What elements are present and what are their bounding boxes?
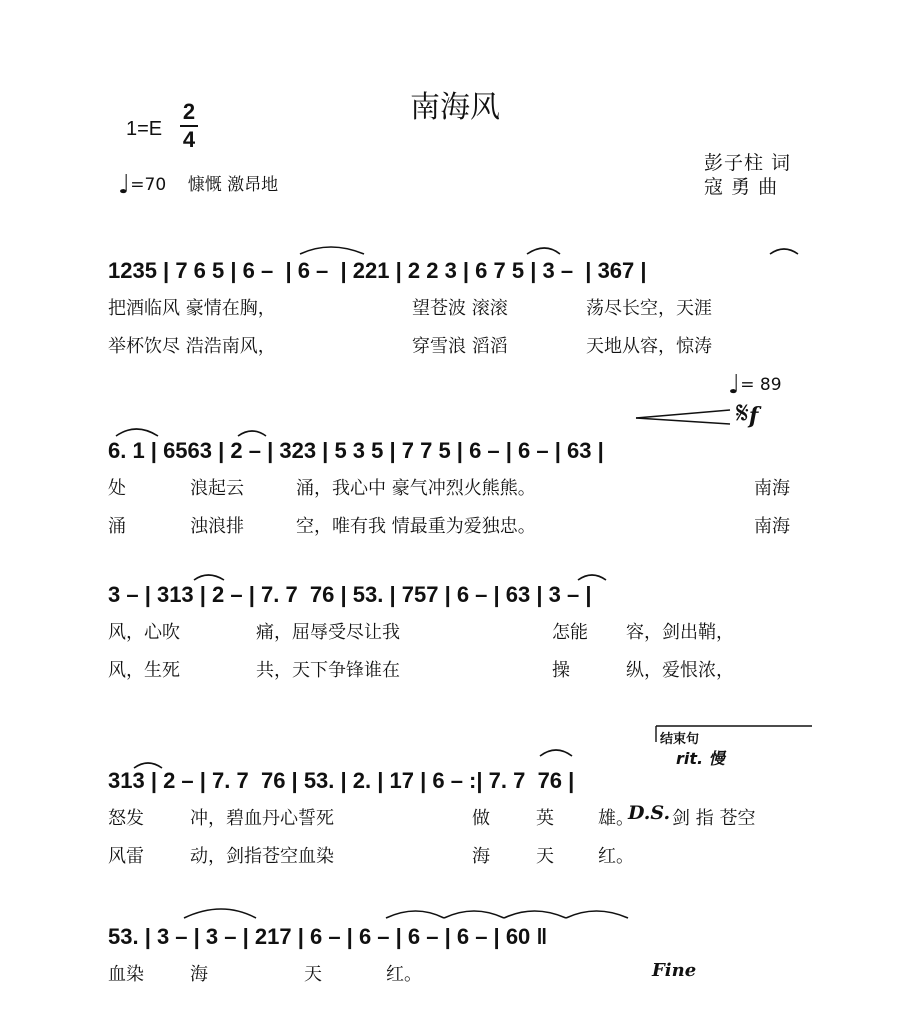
slur xyxy=(540,750,572,756)
row-1-verse-2-b: 穿雪浪 滔滔 xyxy=(412,336,508,357)
slur xyxy=(238,431,266,436)
composer-credit: 寇 勇 曲 xyxy=(704,176,779,198)
slur xyxy=(578,575,606,580)
row-3-verse-1-c: 怎能 xyxy=(552,622,588,643)
row-3-verse-1-b: 痛，屈辱受尽让我 xyxy=(256,622,400,643)
fine-marking: Fine xyxy=(652,960,697,981)
key-signature: 1=E xyxy=(126,118,163,140)
decrescendo-hairpin xyxy=(636,410,730,418)
slur xyxy=(194,575,224,580)
row-5-notes: 53. | 3 – | 3 – | 217 | 6 – | 6 – | 6 – | 6 – | 60 ‖ xyxy=(108,924,548,949)
dynamic-forte: f xyxy=(748,403,759,429)
row-4-verse-2-b: 动，剑指苍空血染 xyxy=(190,846,334,867)
row-4-verse-2-c: 海 xyxy=(472,846,490,867)
tempo-bpm-2: = 89 xyxy=(740,375,782,395)
row-4-verse-1-a: 怒发 xyxy=(108,808,144,829)
slur xyxy=(300,247,364,254)
time-sig-top: 2 xyxy=(182,99,196,124)
row-3-verse-1-d: 容，剑出鞘， xyxy=(626,622,734,643)
row-3-verse-2-b: 共，天下争锋谁在 xyxy=(256,660,400,681)
row-2-notes: 6. 1 | 6563 | 2 – | 323 | 5 3 5 | 7 7 5 | 6 – | 6 – | 63 | xyxy=(108,438,604,463)
row-4-verse-2-a: 风雷 xyxy=(108,846,144,867)
row-4-verse-2-e: 红。 xyxy=(598,846,634,867)
row-3-notes: 3 – | 313 | 2 – | 7. 7 76 | 53. | 757 | 6 – | 63 | 3 – | xyxy=(108,582,592,607)
row-2-verse-2-d: 南海 xyxy=(754,516,790,537)
row-4-verse-2-d: 天 xyxy=(536,846,554,867)
row-2-verse-1-c: 涌，我心中 豪气冲烈火熊熊。 xyxy=(296,478,536,499)
row-4-verse-1-c: 做 xyxy=(472,808,490,829)
row-1-verse-1-a: 把酒临风 豪情在胸， xyxy=(108,298,276,319)
row-1-notes: 1235 | 7 6 5 | 6 – | 6 – | 221 | 2 2 3 | 6 7 5 | 3 – | 367 | xyxy=(108,258,647,283)
row-5-lyric-b: 海 xyxy=(190,964,208,985)
time-sig-bottom: 4 xyxy=(182,127,196,152)
row-2-verse-2-a: 涌 xyxy=(108,516,126,537)
row-2-verse-1-a: 处 xyxy=(108,478,126,499)
page-title: 南海风 xyxy=(410,90,500,125)
quarter-note-icon: ♩ xyxy=(728,370,741,400)
row-2-verse-2-b: 浊浪排 xyxy=(190,516,244,537)
row-1-verse-1-b: 望苍波 滚滚 xyxy=(412,298,508,319)
row-3-verse-2-c: 操 xyxy=(552,660,570,681)
slur xyxy=(386,911,444,918)
slur xyxy=(134,763,162,768)
row-4-verse-1-f: 剑 指 苍空 xyxy=(672,808,756,829)
row-5-lyric-c: 天 xyxy=(304,964,322,985)
slur xyxy=(184,909,256,918)
row-3-verse-2-d: 纵，爱恨浓， xyxy=(626,660,734,681)
rit-marking: rit. 慢 xyxy=(676,749,725,768)
row-1-verse-2-c: 天地从容，惊涛 xyxy=(586,336,712,357)
row-2-verse-1-d: 南海 xyxy=(754,478,790,499)
row-3-verse-2-a: 风，生死 xyxy=(108,660,180,681)
decrescendo-hairpin xyxy=(636,418,730,424)
slur xyxy=(444,911,504,918)
row-2-verse-2-c: 空，唯有我 情最重为爱独忠。 xyxy=(296,516,536,537)
row-4-verse-1-d: 英 xyxy=(536,808,554,829)
row-5-lyric-a: 血染 xyxy=(108,964,144,985)
row-4-verse-1-b: 冲，碧血丹心誓死 xyxy=(190,808,334,829)
ending-label: 结束句 xyxy=(660,732,700,747)
slur xyxy=(116,429,158,436)
expression-text: 慷慨 激昂地 xyxy=(187,175,279,195)
segno-icon: 𝄋 xyxy=(736,396,749,431)
row-1-verse-2-a: 举杯饮尽 浩浩南风， xyxy=(108,336,276,357)
row-5-lyric-d: 红。 xyxy=(386,964,422,985)
slur xyxy=(504,911,566,918)
row-4-verse-1-e: 雄。 xyxy=(598,808,634,829)
quarter-note-icon: ♩ xyxy=(118,170,131,200)
slur xyxy=(770,249,798,254)
row-4-notes: 313 | 2 – | 7. 7 76 | 53. | 2. | 17 | 6 – :| 7. 7 76 | xyxy=(108,768,575,793)
ds-marking: D.S. xyxy=(628,802,671,824)
slur xyxy=(527,248,560,254)
tempo-bpm: =70 xyxy=(130,175,167,195)
row-2-verse-1-b: 浪起云 xyxy=(190,478,244,499)
lyricist-credit: 彭子柱 词 xyxy=(704,152,792,174)
row-1-verse-1-c: 荡尽长空，天涯 xyxy=(586,298,712,319)
slur xyxy=(566,911,628,918)
row-3-verse-1-a: 风，心吹 xyxy=(108,622,180,643)
